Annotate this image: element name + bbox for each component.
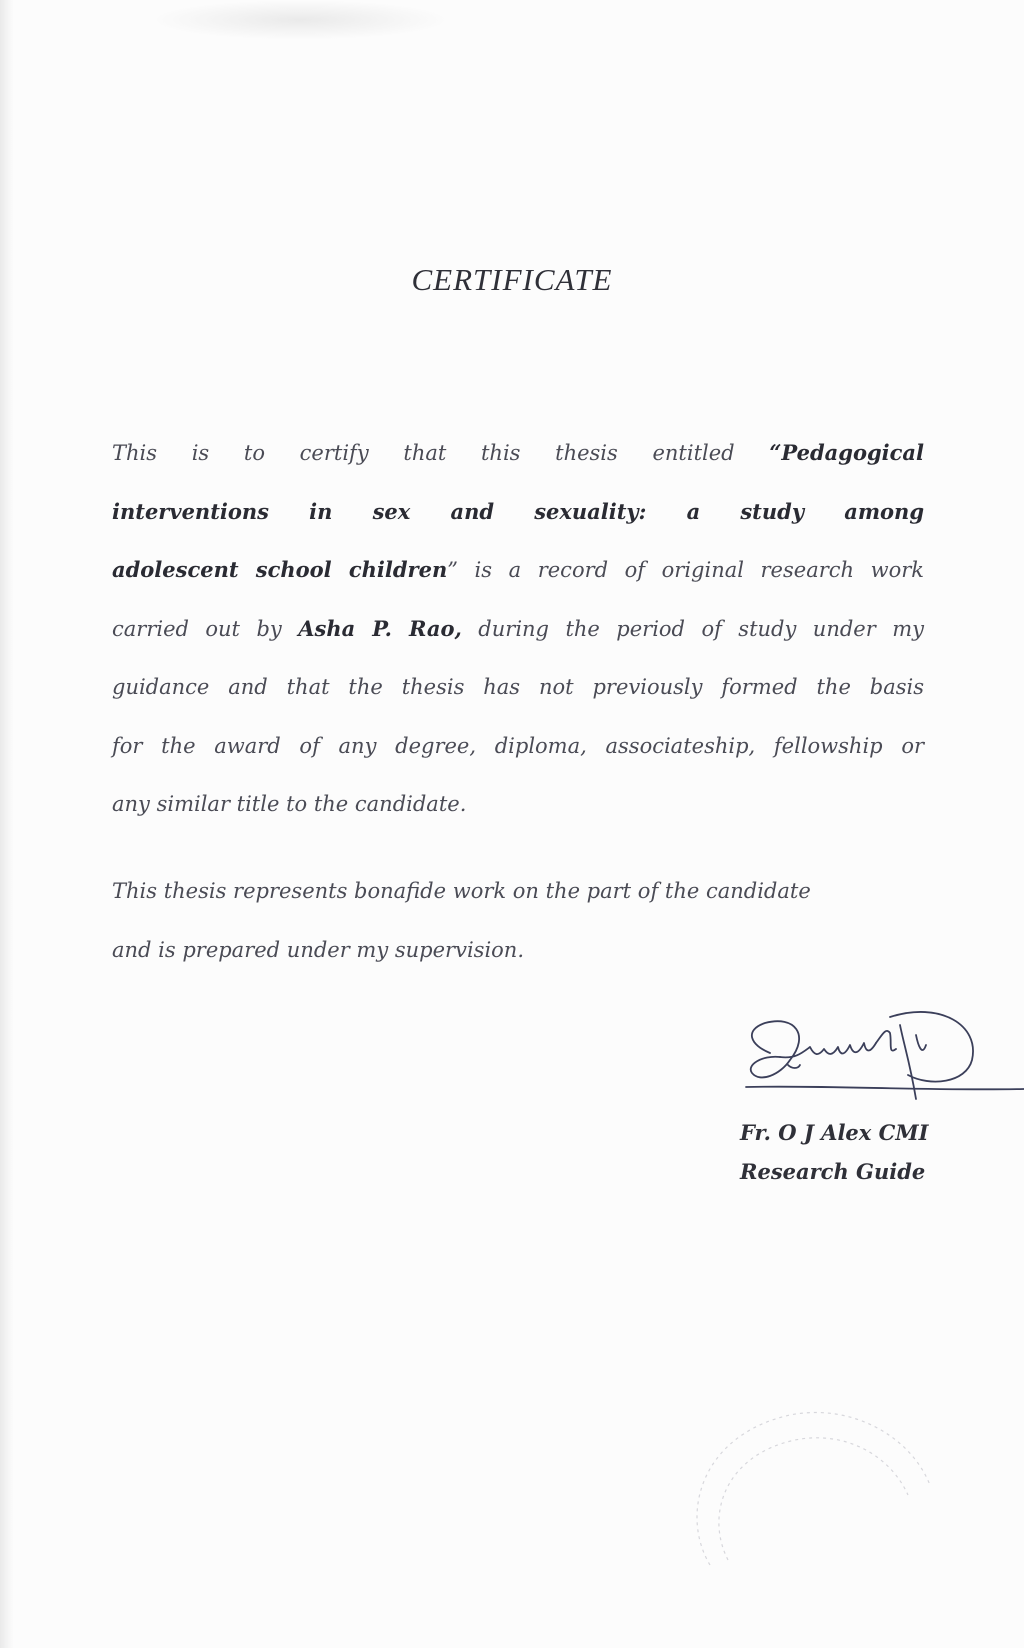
paragraph-line [112,541,924,600]
paragraph-line: guidance and that the thesis has not previously formed the basis [112,675,924,699]
candidate-name: Asha P. Rao, [298,615,462,641]
paragraph-line: any similar title to the candidate. [112,792,467,816]
handwritten-signature [740,1005,1024,1125]
scan-edge-shadow [0,0,14,1648]
text-segment: This is to certify that this thesis entitled [112,441,770,465]
certification-paragraph [112,424,924,834]
thesis-title-segment: interventions in sex and sexuality: a study among [112,498,924,524]
faint-seal-stamp [680,1395,940,1595]
scan-smudge [150,0,450,40]
paragraph-line: and is prepared under my supervision. [112,938,525,962]
paragraph-line [112,600,924,659]
signatory-name: Fr. O J Alex CMI [740,1120,929,1145]
thesis-title-segment: adolescent school children [112,557,448,582]
paragraph-line: This thesis represents bonafide work on the part of the candidate [112,879,811,903]
supervision-paragraph [112,862,924,980]
signatory-block [740,1120,980,1184]
text-segment: ” is a record of original research work [447,558,924,582]
paragraph-line [112,424,924,483]
thesis-title-segment: “Pedagogical [769,440,924,465]
paragraph-line: for the award of any degree, diploma, associateship, fellowship or [112,733,924,758]
text-segment: carried out by [112,616,299,641]
certificate-title: CERTIFICATE [411,262,613,297]
signatory-role: Research Guide [740,1159,926,1184]
text-segment: during the period of study under my [461,616,924,641]
